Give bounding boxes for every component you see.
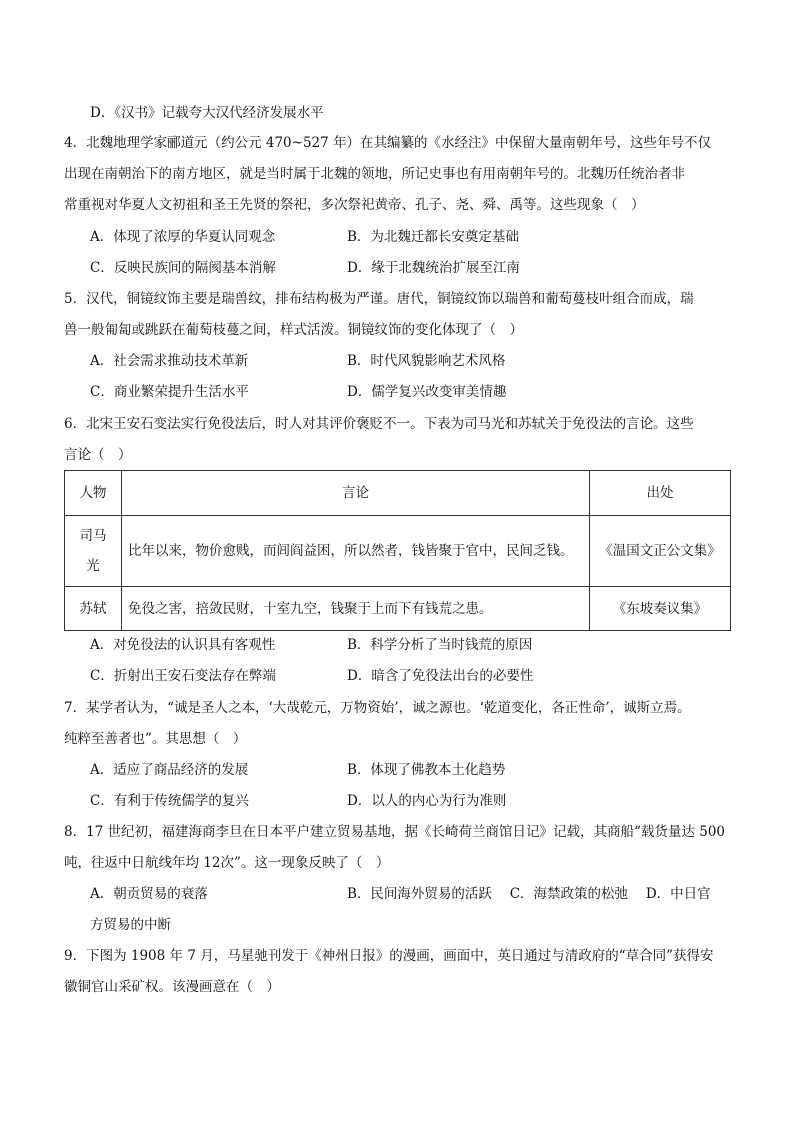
q8-options-b-c-d[interactable]: B．民间海外贸易的活跃 C．海禁政策的松弛 D．中日官 xyxy=(347,886,711,902)
row-person-sima-guang xyxy=(65,516,122,587)
q8-option-d-continued: 方贸易的中断 xyxy=(90,917,171,933)
row-person-su-shi: 苏轼 xyxy=(65,587,122,631)
row-speech: 比年以来，物价愈贱，而闾阎益困，所以然者，钱皆聚于官中，民间乏钱。 xyxy=(122,516,590,587)
q4-stem-line-1: 4．北魏地理学家郦道元（约公元 470~527 年）在其编纂的《水经注》中保留大量南朝年号，这些年号不仅 xyxy=(64,135,712,151)
table-row xyxy=(65,587,731,631)
q6-option-b[interactable]: B．科学分析了当时钱荒的原因 xyxy=(347,637,533,653)
q7-stem-line-2: 纯粹至善者也”。其思想（ ） xyxy=(64,731,247,747)
q6-stem-line-2: 言论（ ） xyxy=(64,447,132,463)
q5-stem-line-2: 兽一般匍匐或跳跃在葡萄枝蔓之间，样式活泼。铜镜纹饰的变化体现了（ ） xyxy=(64,322,523,338)
q6-option-a[interactable]: A．对免役法的认识具有客观性 xyxy=(90,637,276,653)
q5-stem-line-1: 5．汉代，铜镜纹饰主要是瑞兽纹，排布结构极为严谨。唐代，铜镜纹饰以瑞兽和葡萄蔓枝叶组合而成，瑞 xyxy=(64,291,694,307)
q5-option-d[interactable]: D．儒学复兴改变审美情趣 xyxy=(347,384,507,400)
q6-stem-line-1: 6．北宋王安石变法实行免役法后，时人对其评价褒贬不一。下表为司马光和苏轼关于免役法的言论。这些 xyxy=(64,416,694,432)
q4-option-d[interactable]: D．缘于北魏统治扩展至江南 xyxy=(347,260,520,276)
q5-option-a[interactable]: A．社会需求推动技术革新 xyxy=(90,353,249,369)
q5-option-c[interactable]: C．商业繁荣提升生活水平 xyxy=(90,384,249,400)
person-line-1: 司马 xyxy=(79,528,107,544)
row-speech: 免役之害，掊敛民财，十室九空，钱聚于上而下有钱荒之患。 xyxy=(122,587,590,631)
q7-option-d[interactable]: D．以人的内心为行为准则 xyxy=(347,793,507,809)
q7-option-a[interactable]: A．适应了商品经济的发展 xyxy=(90,762,249,778)
speech-table xyxy=(64,470,731,631)
q6-option-c[interactable]: C．折射出王安石变法存在弊端 xyxy=(90,668,276,684)
q8-option-a[interactable]: A．朝贡贸易的衰落 xyxy=(90,886,208,902)
q3-option-d[interactable]: D．《汉书》记载夸大汉代经济发展水平 xyxy=(90,105,324,121)
header-speech: 言论 xyxy=(122,471,590,516)
header-person: 人物 xyxy=(65,471,122,516)
table-row xyxy=(65,516,731,587)
q8-stem-line-2: 吨，往返中日航线年均 12次”。这一现象反映了（ ） xyxy=(64,855,390,871)
q7-option-b[interactable]: B．体现了佛教本土化趋势 xyxy=(347,762,506,778)
q4-option-c[interactable]: C．反映民族间的隔阂基本消解 xyxy=(90,260,276,276)
q5-option-b[interactable]: B．时代风貌影响艺术风格 xyxy=(347,353,506,369)
q4-stem-line-2: 出现在南朝治下的南方地区，就是当时属于北魏的领地，所记史事也有用南朝年号的。北魏历任统治者非 xyxy=(64,166,685,182)
q6-option-d[interactable]: D．暗含了免役法出台的必要性 xyxy=(347,668,534,684)
table-header-row xyxy=(65,471,731,516)
q7-option-c[interactable]: C．有利于传统儒学的复兴 xyxy=(90,793,249,809)
header-source: 出处 xyxy=(590,471,731,516)
q9-stem-line-2: 徽铜官山采矿权。该漫画意在（ ） xyxy=(64,979,280,995)
q7-stem-line-1: 7．某学者认为，“诚是圣人之本，‘大哉乾元，万物资始’，诚之源也。‘乾道变化，各正性命’，诚斯立焉。 xyxy=(64,700,691,716)
q8-stem-line-1: 8．17 世纪初，福建海商李旦在日本平户建立贸易基地，据《长崎荷兰商馆日记》记载，其商船“载货量达 500 xyxy=(64,824,726,840)
q4-stem-line-3: 常重视对华夏人文初祖和圣王先贤的祭祀，多次祭祀黄帝、孔子、尧、舜、禹等。这些现象（ ） xyxy=(64,197,645,213)
row-source: 《温国文正公文集》 xyxy=(590,516,731,587)
person-line-2: 光 xyxy=(86,558,100,574)
q9-stem-line-1: 9．下图为 1908 年 7 月，马星驰刊发于《神州日报》的漫画，画面中，英日通过与清政府的“草合同”获得安 xyxy=(64,948,714,964)
q4-option-b[interactable]: B．为北魏迁都长安奠定基础 xyxy=(347,229,519,245)
q4-option-a[interactable]: A．体现了浓厚的华夏认同观念 xyxy=(90,229,276,245)
row-source: 《东坡奏议集》 xyxy=(590,587,731,631)
